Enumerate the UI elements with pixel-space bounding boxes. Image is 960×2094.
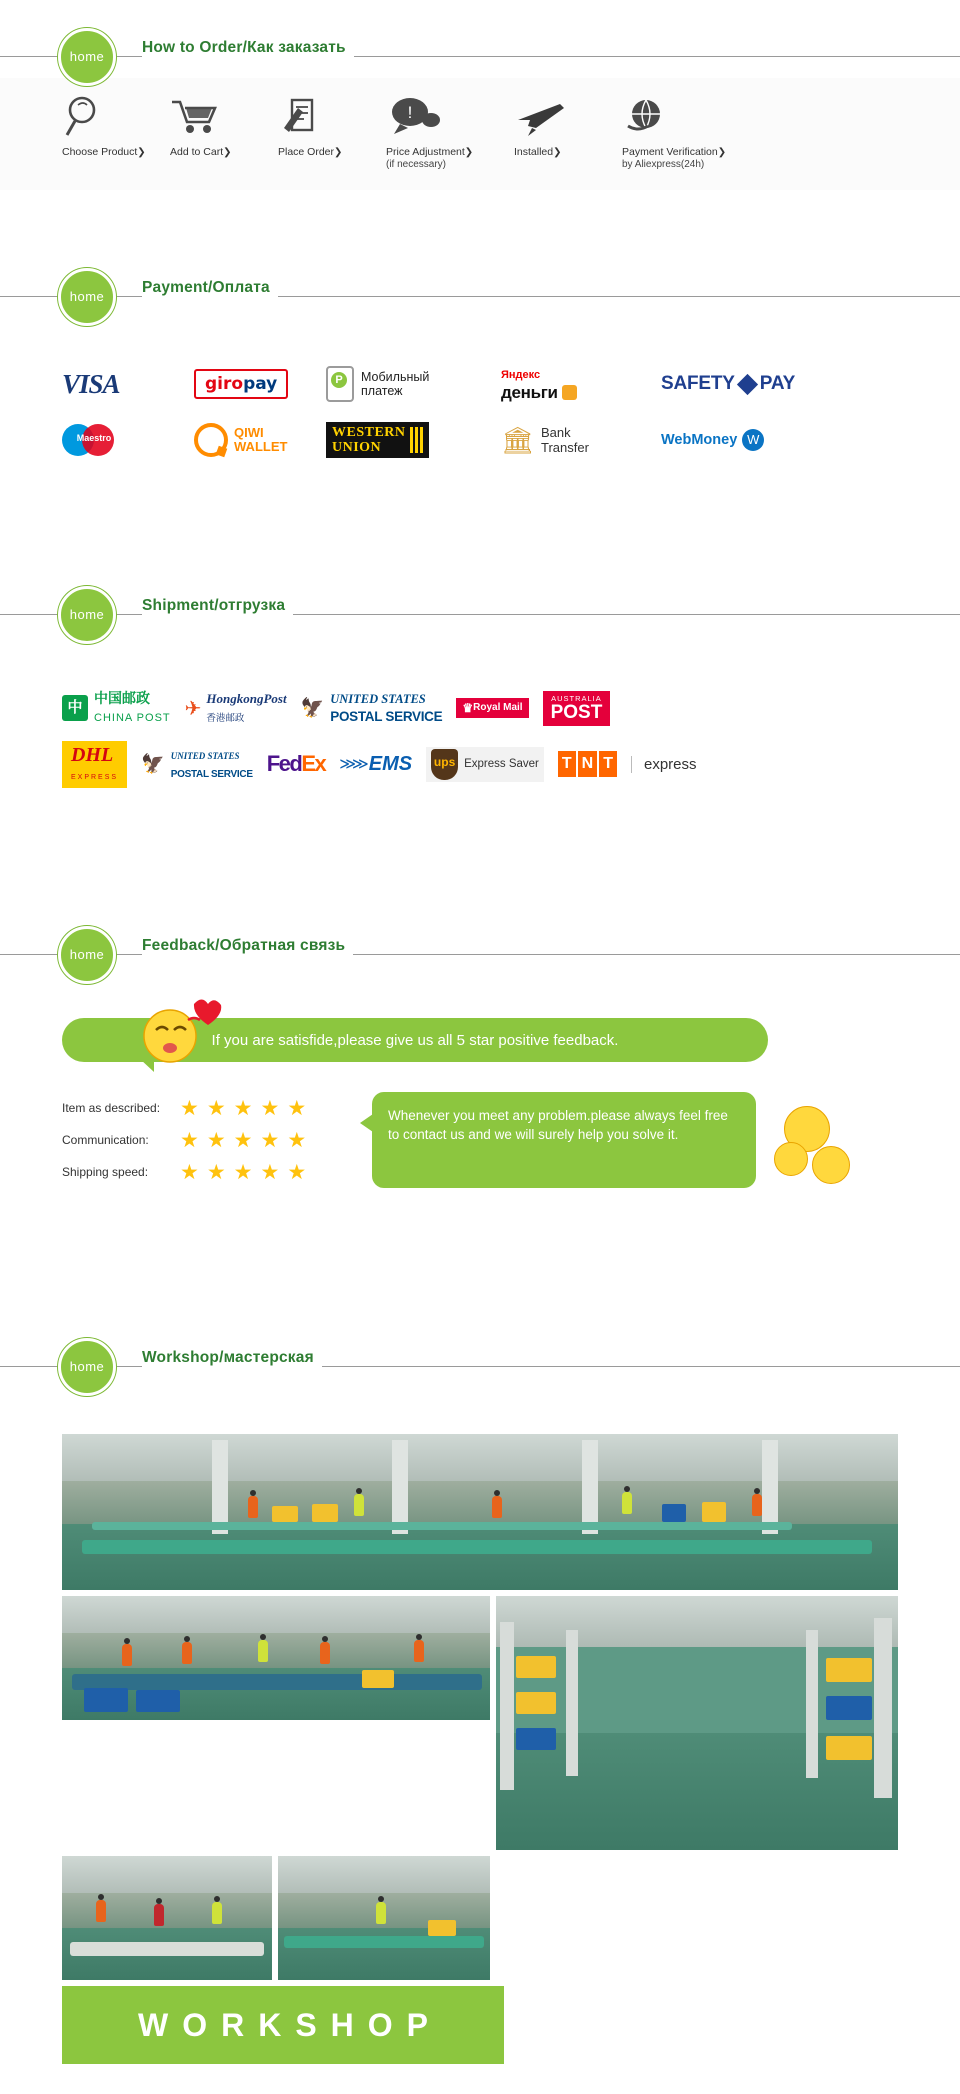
payment-row-1 [0, 356, 960, 412]
hongkong-post-text: HongkongPost 香港邮政 [206, 691, 287, 724]
giropay-logo [194, 369, 326, 399]
workshop-photo-sorting-line [62, 1596, 490, 1720]
bank-transfer-group [501, 425, 589, 455]
china-post-logo [62, 690, 171, 726]
order-step-payment-verification [622, 92, 750, 171]
home-badge-shipment[interactable]: home [58, 586, 116, 644]
western-union-text: WESTERN UNION [332, 425, 406, 455]
mobile-payment-logo [326, 366, 501, 402]
webmoney-group: WebMoney W [661, 429, 764, 451]
section-header-feedback [0, 916, 960, 976]
product-description-page [0, 18, 960, 2094]
rating-label: Shipping speed: [62, 1165, 149, 1179]
rating-row [62, 1156, 372, 1188]
shipment-row-1 [0, 680, 960, 736]
eagle-icon: 🦅 [141, 754, 165, 775]
order-step-price-adjustment [386, 92, 514, 171]
chevron-right-icon: ❯ [137, 147, 146, 158]
workshop-photo-warehouse-aisle [496, 1596, 898, 1850]
eagle-icon: 🦅 [300, 698, 325, 719]
chevron-right-icon: ❯ [334, 147, 343, 158]
diamond-icon [737, 373, 758, 394]
australia-post-logo [543, 691, 611, 726]
smiley-icon [774, 1142, 808, 1176]
dhl-logo [62, 741, 127, 788]
kissing-emoji-icon [132, 996, 224, 1068]
fedex-logo: Fed Ex [266, 751, 326, 776]
webmoney-logo [661, 429, 851, 451]
yandex-money-logo [501, 365, 661, 403]
ups-shield-icon: ups [431, 749, 458, 780]
qiwi-mark-icon [194, 423, 228, 457]
home-badge-payment[interactable]: home [58, 268, 116, 326]
workshop-row-4 [62, 1986, 898, 2064]
usps-small-logo [141, 746, 253, 782]
visa-logo [62, 369, 194, 400]
safetypay-text: SAFETY PAY [661, 373, 796, 394]
workshop-photo-flexible-conveyor [278, 1856, 490, 1980]
feedback-body [0, 1092, 960, 1188]
support-message-text: Whenever you meet any problem.please always feel free to contact us and we will surely help you solve it. [388, 1108, 728, 1142]
home-badge-order[interactable]: home [58, 28, 116, 86]
hongkong-post-logo [185, 690, 287, 726]
svg-text:!: ! [407, 103, 413, 122]
order-step-label: Price Adjustment❯ [386, 146, 474, 158]
payment-methods [0, 318, 960, 514]
feedback-banner-text: If you are satisfide,please give us all 5 star positive feedback. [211, 1031, 619, 1049]
arrows-icon: ≫≫ [339, 756, 365, 773]
workshop-row-3 [62, 1856, 898, 1980]
order-step-add-to-cart [170, 92, 278, 171]
order-step-label: Installed❯ [514, 146, 562, 158]
section-title-shipment: Shipment/отгрузка [142, 597, 293, 615]
section-title-how-to-order: How to Order/Как заказать [142, 39, 354, 57]
workshop-row-1 [62, 1434, 898, 1590]
shopping-cart-icon [170, 92, 278, 138]
qiwi-group [194, 423, 287, 457]
order-step-sublabel: by Aliexpress(24h) [622, 159, 705, 170]
star-rating: ★ ★ ★ ★ ★ [180, 1160, 307, 1184]
bird-icon: ✈ [184, 697, 202, 720]
magnifier-icon [62, 92, 170, 138]
price-tag-icon [386, 92, 514, 138]
workshop-gallery [0, 1388, 960, 2094]
maestro-logo [62, 423, 194, 457]
feedback-banner [62, 1018, 768, 1062]
shipment-carriers [0, 636, 960, 870]
rating-row [62, 1092, 372, 1124]
barcode-icon [410, 427, 423, 453]
star-rating: ★ ★ ★ ★ ★ [180, 1128, 307, 1152]
qiwi-text: QIWI WALLET [234, 425, 288, 454]
bubble-tail [360, 1114, 373, 1132]
dhl-text: DHL EXPRESS [71, 743, 119, 781]
workshop-photo-assembly-desk [62, 1856, 272, 1980]
yandex-text: Яндекс деньги [501, 365, 577, 403]
crown-icon: ♛ [462, 701, 474, 715]
support-message-bubble [372, 1092, 756, 1188]
usps-text: UNITED STATES POSTAL SERVICE [330, 692, 443, 724]
visa-text: VISA [62, 368, 120, 399]
section-header-how-to-order [0, 18, 960, 78]
rating-label: Communication: [62, 1133, 149, 1147]
order-step-installed [514, 92, 622, 171]
order-step-label: Add to Cart❯ [170, 146, 232, 158]
section-title-feedback: Feedback/Обратная связь [142, 937, 353, 955]
smiley-icon [812, 1146, 850, 1184]
chevron-right-icon: ❯ [464, 147, 474, 158]
chevron-right-icon: ❯ [223, 147, 232, 158]
how-to-order-strip [0, 78, 960, 190]
order-step-sublabel: (if necessary) [386, 159, 447, 170]
western-union-badge [326, 422, 429, 458]
rating-row [62, 1124, 372, 1156]
airplane-icon [514, 92, 622, 138]
mobile-payment-text: Мобильный платеж [361, 370, 430, 398]
section-header-workshop [0, 1328, 960, 1388]
home-badge-feedback[interactable]: home [58, 926, 116, 984]
globe-icon: W [742, 429, 764, 451]
star-rating: ★ ★ ★ ★ ★ [180, 1096, 307, 1120]
order-step-label: Place Order❯ [278, 146, 343, 158]
order-step-choose-product [62, 92, 170, 171]
coin-icon [562, 385, 577, 400]
workshop-grid [62, 1434, 898, 2064]
tnt-logo: T N T [558, 751, 617, 777]
workshop-row-2 [62, 1596, 898, 1850]
maestro-mark: Maestro [62, 423, 124, 457]
china-post-mark-icon: 中 [62, 695, 88, 721]
section-header-shipment [0, 576, 960, 636]
workshop-caption: WORKSHOP [62, 1986, 504, 2064]
bank-transfer-logo [501, 425, 661, 455]
order-steps [0, 78, 960, 171]
express-label: express [631, 756, 697, 773]
home-badge-workshop[interactable]: home [58, 1338, 116, 1396]
china-post-text: 中国邮政 CHINA POST [94, 690, 171, 724]
usps-logo [301, 690, 443, 726]
bank-building-icon: 🏛 [501, 425, 535, 455]
globe-icon [622, 92, 750, 138]
section-header-payment [0, 258, 960, 318]
qiwi-wallet-logo [194, 423, 326, 457]
workshop-photo-conveyor-wide [62, 1434, 898, 1590]
royal-mail-text: Royal Mail [473, 702, 523, 713]
ups-logo: ups Express Saver [426, 747, 544, 782]
payment-row-2 [0, 412, 960, 468]
western-union-logo [326, 422, 501, 458]
royal-mail-logo [456, 698, 528, 718]
shipment-row-2 [0, 736, 960, 792]
giropay-badge: giropay [194, 369, 288, 399]
section-title-workshop: Workshop/мастерская [142, 1349, 322, 1367]
australia-post-text: AUSTRALIA POST [550, 693, 603, 723]
section-title-payment: Payment/Оплата [142, 279, 278, 297]
safetypay-logo [661, 373, 851, 395]
order-document-icon [278, 92, 386, 138]
ems-logo: ≫≫ EMS [339, 752, 413, 775]
mobile-phone-icon: P [326, 366, 354, 402]
mobile-payment-group [326, 366, 429, 402]
order-step-label: Payment Verification❯ [622, 146, 727, 158]
feedback-block [0, 976, 960, 1288]
order-step-place-order [278, 92, 386, 171]
chevron-right-icon: ❯ [717, 147, 727, 158]
ratings-list [62, 1092, 372, 1188]
usps-small-text: UNITED STATES POSTAL SERVICE [170, 751, 253, 780]
rating-label: Item as described: [62, 1101, 161, 1115]
order-step-label: Choose Product❯ [62, 146, 146, 158]
bank-transfer-text: Bank Transfer [541, 425, 589, 455]
chevron-right-icon: ❯ [553, 147, 562, 158]
